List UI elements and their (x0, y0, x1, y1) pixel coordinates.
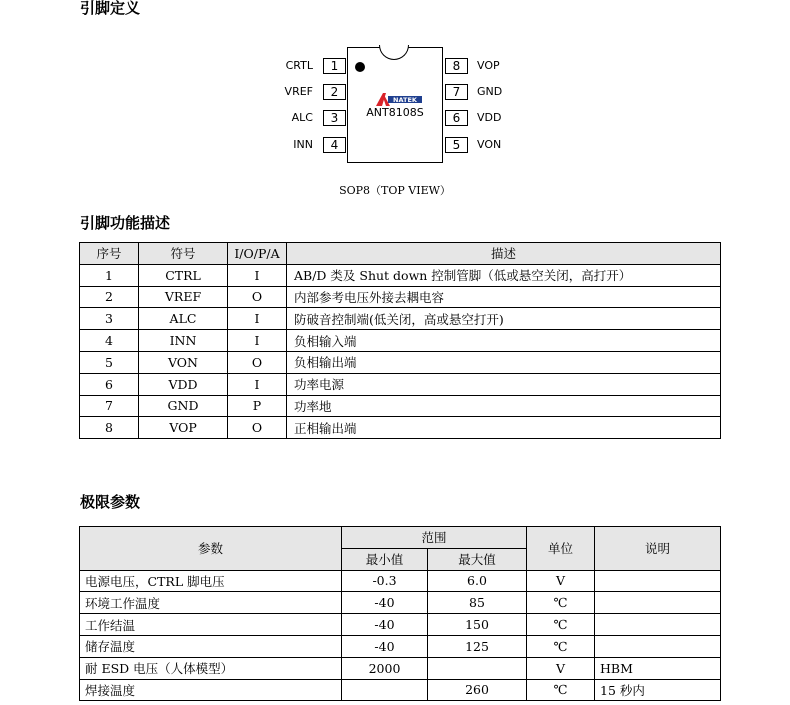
cell-param: 工作结温 (80, 614, 342, 636)
cell-description: AB/D 类及 Shut down 控制管脚（低或悬空关闭，高打开） (287, 264, 721, 286)
cell-symbol: VREF (139, 286, 228, 308)
cell-iopa: O (228, 286, 287, 308)
pin1-dot (355, 62, 365, 72)
cell-description: 负相输入端 (287, 330, 721, 352)
cell-max: 85 (428, 592, 527, 614)
cell-description: 内部参考电压外接去耦电容 (287, 286, 721, 308)
cell-iopa: I (228, 264, 287, 286)
pin-label-7: GND (477, 85, 503, 98)
pin-label-2: VREF (284, 85, 313, 98)
table-row (80, 395, 721, 417)
pin-number-4: 4 (323, 137, 346, 153)
cell-index: 3 (80, 308, 139, 330)
pin-label-8: VOP (477, 59, 500, 72)
cell-min: -40 (342, 592, 428, 614)
cell-max: 125 (428, 635, 527, 657)
cell-unit: ℃ (527, 679, 595, 701)
table-row (80, 635, 721, 657)
section-title-limits: 极限参数 (80, 493, 141, 511)
table-row (80, 592, 721, 614)
cell-max (428, 657, 527, 679)
table-row (80, 351, 721, 373)
logo-text: NATEK (393, 96, 417, 105)
pin-number-1: 1 (323, 58, 346, 74)
cell-iopa: I (228, 330, 287, 352)
cell-unit: ℃ (527, 592, 595, 614)
cell-max: 260 (428, 679, 527, 701)
pin-number-3: 3 (323, 110, 346, 126)
header-min: 最小值 (342, 548, 428, 570)
cell-min: 2000 (342, 657, 428, 679)
cell-description: 正相输出端 (287, 417, 721, 439)
section-title-pin-definition: 引脚定义 (80, 0, 141, 17)
cell-unit: ℃ (527, 635, 595, 657)
cell-param: 环境工作温度 (80, 592, 342, 614)
cell-symbol: GND (139, 395, 228, 417)
pin-number-5: 5 (445, 137, 468, 153)
cell-index: 5 (80, 351, 139, 373)
table-row (80, 308, 721, 330)
header-symbol: 符号 (139, 243, 228, 265)
cell-symbol: VON (139, 351, 228, 373)
cell-index: 8 (80, 417, 139, 439)
header-note: 说明 (595, 527, 721, 571)
pin-number-7: 7 (445, 84, 468, 100)
table-row (80, 614, 721, 636)
cell-param: 焊接温度 (80, 679, 342, 701)
cell-index: 4 (80, 330, 139, 352)
cell-index: 6 (80, 373, 139, 395)
cell-param: 储存温度 (80, 635, 342, 657)
absolute-limits-table (79, 526, 721, 701)
table-row (80, 373, 721, 395)
header-range: 范围 (342, 527, 527, 549)
table-row (80, 330, 721, 352)
pin-label-6: VDD (477, 111, 502, 124)
chip-notch (379, 45, 409, 60)
table-row (80, 264, 721, 286)
pin-number-8: 8 (445, 58, 468, 74)
cell-note (595, 614, 721, 636)
cell-max: 150 (428, 614, 527, 636)
chip-model-label: ANT8108S (366, 106, 424, 119)
cell-index: 2 (80, 286, 139, 308)
cell-param: 耐 ESD 电压（人体模型） (80, 657, 342, 679)
cell-unit: V (527, 570, 595, 592)
table-row (80, 417, 721, 439)
cell-min: -0.3 (342, 570, 428, 592)
header-iopa: I/O/P/A (228, 243, 287, 265)
header-index: 序号 (80, 243, 139, 265)
diagram-caption: SOP8（TOP VIEW） (339, 184, 451, 197)
header-max: 最大值 (428, 548, 527, 570)
cell-note (595, 592, 721, 614)
cell-description: 功率地 (287, 395, 721, 417)
table-row (80, 657, 721, 679)
cell-iopa: O (228, 417, 287, 439)
cell-unit: V (527, 657, 595, 679)
header-unit: 单位 (527, 527, 595, 571)
pin-number-2: 2 (323, 84, 346, 100)
cell-max: 6.0 (428, 570, 527, 592)
cell-iopa: I (228, 373, 287, 395)
pin-label-1: CRTL (285, 59, 313, 72)
cell-min: -40 (342, 635, 428, 657)
cell-symbol: CTRL (139, 264, 228, 286)
cell-min (342, 679, 428, 701)
cell-unit: ℃ (527, 614, 595, 636)
pin-label-3: ALC (291, 111, 313, 124)
cell-iopa: O (228, 351, 287, 373)
header-param: 参数 (80, 527, 342, 571)
cell-symbol: ALC (139, 308, 228, 330)
cell-description: 防破音控制端(低关闭，高或悬空打开) (287, 308, 721, 330)
table-header-row (80, 527, 721, 549)
cell-index: 7 (80, 395, 139, 417)
table-row (80, 679, 721, 701)
cell-iopa: I (228, 308, 287, 330)
header-description: 描述 (287, 243, 721, 265)
cell-note: 15 秒内 (595, 679, 721, 701)
cell-symbol: INN (139, 330, 228, 352)
pin-label-5: VON (477, 138, 502, 151)
chip-body (347, 47, 443, 163)
table-row (80, 570, 721, 592)
cell-min: -40 (342, 614, 428, 636)
cell-index: 1 (80, 264, 139, 286)
cell-symbol: VDD (139, 373, 228, 395)
cell-symbol: VOP (139, 417, 228, 439)
cell-description: 负相输出端 (287, 351, 721, 373)
section-title-pin-function: 引脚功能描述 (80, 214, 171, 232)
cell-note (595, 570, 721, 592)
cell-description: 功率电源 (287, 373, 721, 395)
cell-iopa: P (228, 395, 287, 417)
pin-label-4: INN (293, 138, 313, 151)
pin-function-table (79, 242, 721, 439)
pin-number-6: 6 (445, 110, 468, 126)
table-row (80, 286, 721, 308)
cell-param: 电源电压，CTRL 脚电压 (80, 570, 342, 592)
cell-note (595, 635, 721, 657)
table-header-row (80, 243, 721, 265)
cell-note: HBM (595, 657, 721, 679)
